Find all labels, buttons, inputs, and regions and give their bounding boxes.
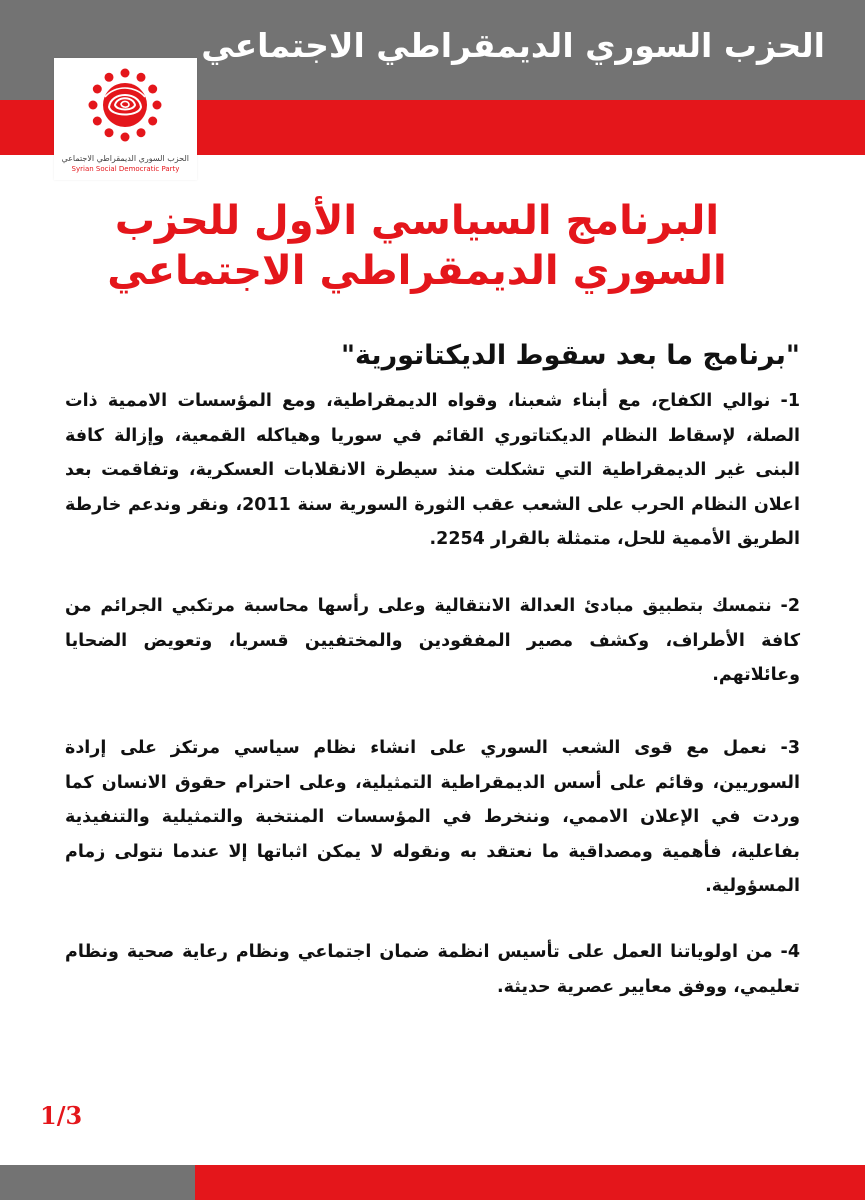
party-logo bbox=[54, 58, 197, 180]
program-point-2: 2- نتمسك بتطبيق مبادئ العدالة الانتقالية وعلى رأسها محاسبة مرتكبي الجرائم من كافة الأطراف، وكشف مصير المفقودين والمختفيين قسريا، وتعويض الضحايا وعائلاتهم. bbox=[65, 596, 800, 685]
document-subtitle: "برنامج ما بعد سقوط الديكتاتورية" bbox=[340, 340, 800, 371]
footer-gray-band bbox=[0, 1165, 195, 1200]
page-number: 1/3 bbox=[40, 1101, 83, 1130]
rose-logo-icon bbox=[54, 58, 197, 154]
logo-arabic-text: الحزب السوري الديمقراطي الاجتماعي bbox=[61, 154, 189, 163]
program-point-1: 1- نوالي الكفاح، مع أبناء شعبنا، وقواه الديمقراطية، ومع المؤسسات الاممية ذات الصلة، لإسقاط النظام الديكتاتوري القائم في سوريا وهياكله القمعية، وإزالة كافة البنى غير الديمقراطية التي تشكلت منذ سيطرة الانقلابات العسكرية، وتفاقمت بعد اعلان النظام الحرب على الشعب عقب الثورة السورية سنة 2011، ونقر وندعم خارطة الطريق الأممية للحل، متمثلة بالقرار 2254. bbox=[65, 391, 800, 549]
logo-english-text: Syrian Social Democratic Party bbox=[71, 165, 180, 173]
header-party-name: الحزب السوري الديمقراطي الاجتماعي bbox=[201, 26, 825, 65]
document-title: البرنامج السياسي الأول للحزب السوري الديمقراطي الاجتماعي bbox=[107, 198, 727, 294]
footer-red-band bbox=[195, 1165, 865, 1200]
program-point-3: 3- نعمل مع قوى الشعب السوري على انشاء نظام سياسي مرتكز على إرادة السوريين، وقائم على أسس الديمقراطية التمثيلية، وعلى احترام حقوق الانسان كما وردت في الإعلان الاممي، وننخرط في المؤسسات المنتخبة والتمثيلية والتنفيذية بفاعلية، فأهمية ومصداقية ما نعتقد به ونقوله لا يمكن اثباتها إلا عندما نتولى زمام المسؤولية. bbox=[65, 738, 800, 896]
program-point-4: 4- من اولوياتنا العمل على تأسيس انظمة ضمان اجتماعي ونظام رعاية صحية ونظام تعليمي، ووفق معايير عصرية حديثة. bbox=[65, 942, 800, 997]
